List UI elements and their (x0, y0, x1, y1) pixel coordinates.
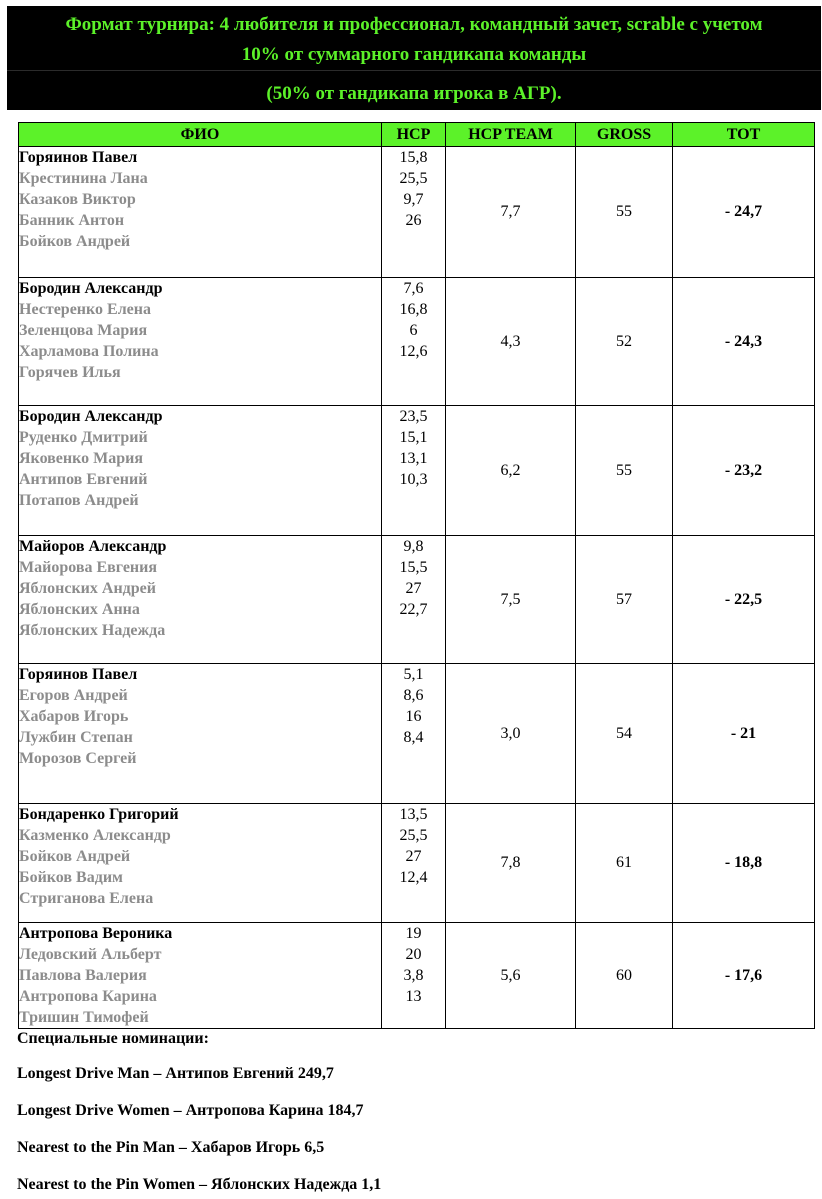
team-tot-cell: - 22,5 (673, 536, 815, 664)
team-player: Казменко Александр (19, 827, 171, 844)
team-captain: Горяинов Павел (19, 666, 138, 683)
team-hcp-team-cell: 4,3 (446, 278, 576, 406)
team-row (19, 664, 815, 804)
player-hcp: 12,4 (399, 869, 428, 886)
nomination-longest-drive-women: Longest Drive Women – Антропова Карина 184,7 (17, 1102, 364, 1119)
team-names-cell (19, 147, 382, 278)
team-gross-cell: 54 (576, 664, 673, 804)
player-hcp: 6 (409, 322, 418, 339)
column-header-hcp: HCP (382, 123, 446, 147)
team-hcp-team-cell: 7,8 (446, 804, 576, 923)
player-hcp: 10,3 (399, 471, 428, 488)
team-tot-cell: - 17,6 (673, 923, 815, 1029)
player-hcp: 27 (405, 848, 422, 865)
team-tot-cell: - 18,8 (673, 804, 815, 923)
team-hcp-cell (382, 147, 446, 278)
team-player: Антипов Евгений (19, 471, 148, 488)
player-hcp: 25,5 (399, 170, 428, 187)
team-player: Бойков Вадим (19, 869, 123, 886)
team-hcp-cell (382, 278, 446, 406)
player-hcp: 27 (405, 580, 422, 597)
team-names-cell (19, 804, 382, 923)
team-tot-cell: - 24,7 (673, 147, 815, 278)
team-captain: Майоров Александр (19, 538, 167, 555)
team-player: Стриганова Елена (19, 890, 154, 907)
tournament-format-banner (7, 6, 821, 110)
player-hcp: 15,8 (399, 149, 428, 166)
player-hcp: 19 (405, 925, 422, 942)
team-hcp-team-cell: 7,5 (446, 536, 576, 664)
team-player: Зеленцова Мария (19, 322, 148, 339)
results-table (18, 122, 815, 1029)
banner-divider (7, 70, 821, 71)
team-player: Банник Антон (19, 212, 125, 229)
player-hcp: 8,6 (403, 687, 424, 704)
nomination-nearest-pin-women: Nearest to the Pin Women – Яблонских Надежда 1,1 (17, 1176, 382, 1193)
team-player: Крестинина Лана (19, 170, 148, 187)
player-hcp: 25,5 (399, 827, 428, 844)
column-header-gross: GROSS (576, 123, 673, 147)
player-hcp: 13 (405, 988, 422, 1005)
team-player: Ледовский Альберт (19, 946, 162, 963)
team-row (19, 406, 815, 536)
team-player: Хабаров Игорь (19, 708, 129, 725)
player-hcp: 5,1 (403, 666, 424, 683)
team-gross-cell: 55 (576, 147, 673, 278)
team-player: Руденко Дмитрий (19, 429, 148, 446)
nominations-title: Специальные номинации: (17, 1030, 209, 1047)
player-hcp: 15,5 (399, 559, 428, 576)
team-names-cell (19, 536, 382, 664)
team-gross-cell: 61 (576, 804, 673, 923)
player-hcp: 8,4 (403, 729, 424, 746)
team-hcp-team-cell: 6,2 (446, 406, 576, 536)
format-line-1: Формат турнира: 4 любителя и профессионал, командный зачет, scrable с учетом (65, 14, 763, 35)
team-captain: Горяинов Павел (19, 149, 138, 166)
format-line-2: 10% от суммарного гандикапа команды (241, 44, 587, 65)
team-hcp-cell (382, 536, 446, 664)
team-captain: Бородин Александр (19, 280, 163, 297)
nomination-nearest-pin-man: Nearest to the Pin Man – Хабаров Игорь 6,5 (17, 1139, 325, 1156)
player-hcp: 12,6 (399, 343, 428, 360)
team-gross-cell: 60 (576, 923, 673, 1029)
team-player: Майорова Евгения (19, 559, 158, 576)
team-tot-cell: - 23,2 (673, 406, 815, 536)
team-rows (19, 147, 815, 1029)
nomination-longest-drive-man: Longest Drive Man – Антипов Евгений 249,7 (17, 1065, 334, 1082)
team-player: Яблонских Андрей (19, 580, 156, 597)
team-player: Морозов Сергей (19, 750, 137, 767)
team-player: Горячев Илья (19, 364, 121, 381)
team-row (19, 536, 815, 664)
team-row (19, 147, 815, 278)
player-hcp: 20 (405, 946, 422, 963)
team-player: Егоров Андрей (19, 687, 128, 704)
table-header-row (19, 123, 815, 147)
team-captain: Бондаренко Григорий (19, 806, 179, 823)
team-names-cell (19, 923, 382, 1029)
team-player: Харламова Полина (19, 343, 159, 360)
team-player: Яковенко Мария (19, 450, 144, 467)
team-row (19, 923, 815, 1029)
team-player: Тришин Тимофей (19, 1009, 149, 1026)
player-hcp: 15,1 (399, 429, 428, 446)
team-player: Бойков Андрей (19, 848, 131, 865)
column-header-tot: ТОТ (673, 123, 815, 147)
team-hcp-cell (382, 406, 446, 536)
column-header-name: ФИО (19, 123, 382, 147)
column-header-hcp-team: HCP TEAM (446, 123, 576, 147)
team-player: Павлова Валерия (19, 967, 147, 984)
team-names-cell (19, 278, 382, 406)
team-player: Нестеренко Елена (19, 301, 151, 318)
team-names-cell (19, 406, 382, 536)
player-hcp: 23,5 (399, 408, 428, 425)
player-hcp: 16,8 (399, 301, 428, 318)
team-hcp-cell (382, 923, 446, 1029)
player-hcp: 7,6 (403, 280, 424, 297)
player-hcp: 16 (405, 708, 422, 725)
team-player: Бойков Андрей (19, 233, 131, 250)
player-hcp: 22,7 (399, 601, 428, 618)
team-hcp-team-cell: 5,6 (446, 923, 576, 1029)
player-hcp: 13,1 (399, 450, 428, 467)
team-player: Казаков Виктор (19, 191, 136, 208)
team-row (19, 804, 815, 923)
team-gross-cell: 57 (576, 536, 673, 664)
player-hcp: 13,5 (399, 806, 428, 823)
player-hcp: 9,8 (403, 538, 424, 555)
team-tot-cell: - 24,3 (673, 278, 815, 406)
team-row (19, 278, 815, 406)
team-hcp-cell (382, 804, 446, 923)
team-captain: Бородин Александр (19, 408, 163, 425)
player-hcp: 9,7 (403, 191, 424, 208)
format-line-3: (50% от гандикапа игрока в АГР). (266, 83, 562, 104)
team-player: Потапов Андрей (19, 492, 139, 509)
team-player: Яблонских Анна (19, 601, 140, 618)
team-captain: Антропова Вероника (19, 925, 173, 942)
team-names-cell (19, 664, 382, 804)
player-hcp: 3,8 (403, 967, 424, 984)
team-player: Лужбин Степан (19, 729, 133, 746)
team-tot-cell: - 21 (673, 664, 815, 804)
team-hcp-team-cell: 7,7 (446, 147, 576, 278)
team-player: Антропова Карина (19, 988, 157, 1005)
team-player: Яблонских Надежда (19, 622, 166, 639)
team-hcp-team-cell: 3,0 (446, 664, 576, 804)
team-hcp-cell (382, 664, 446, 804)
team-gross-cell: 55 (576, 406, 673, 536)
player-hcp: 26 (405, 212, 422, 229)
team-gross-cell: 52 (576, 278, 673, 406)
